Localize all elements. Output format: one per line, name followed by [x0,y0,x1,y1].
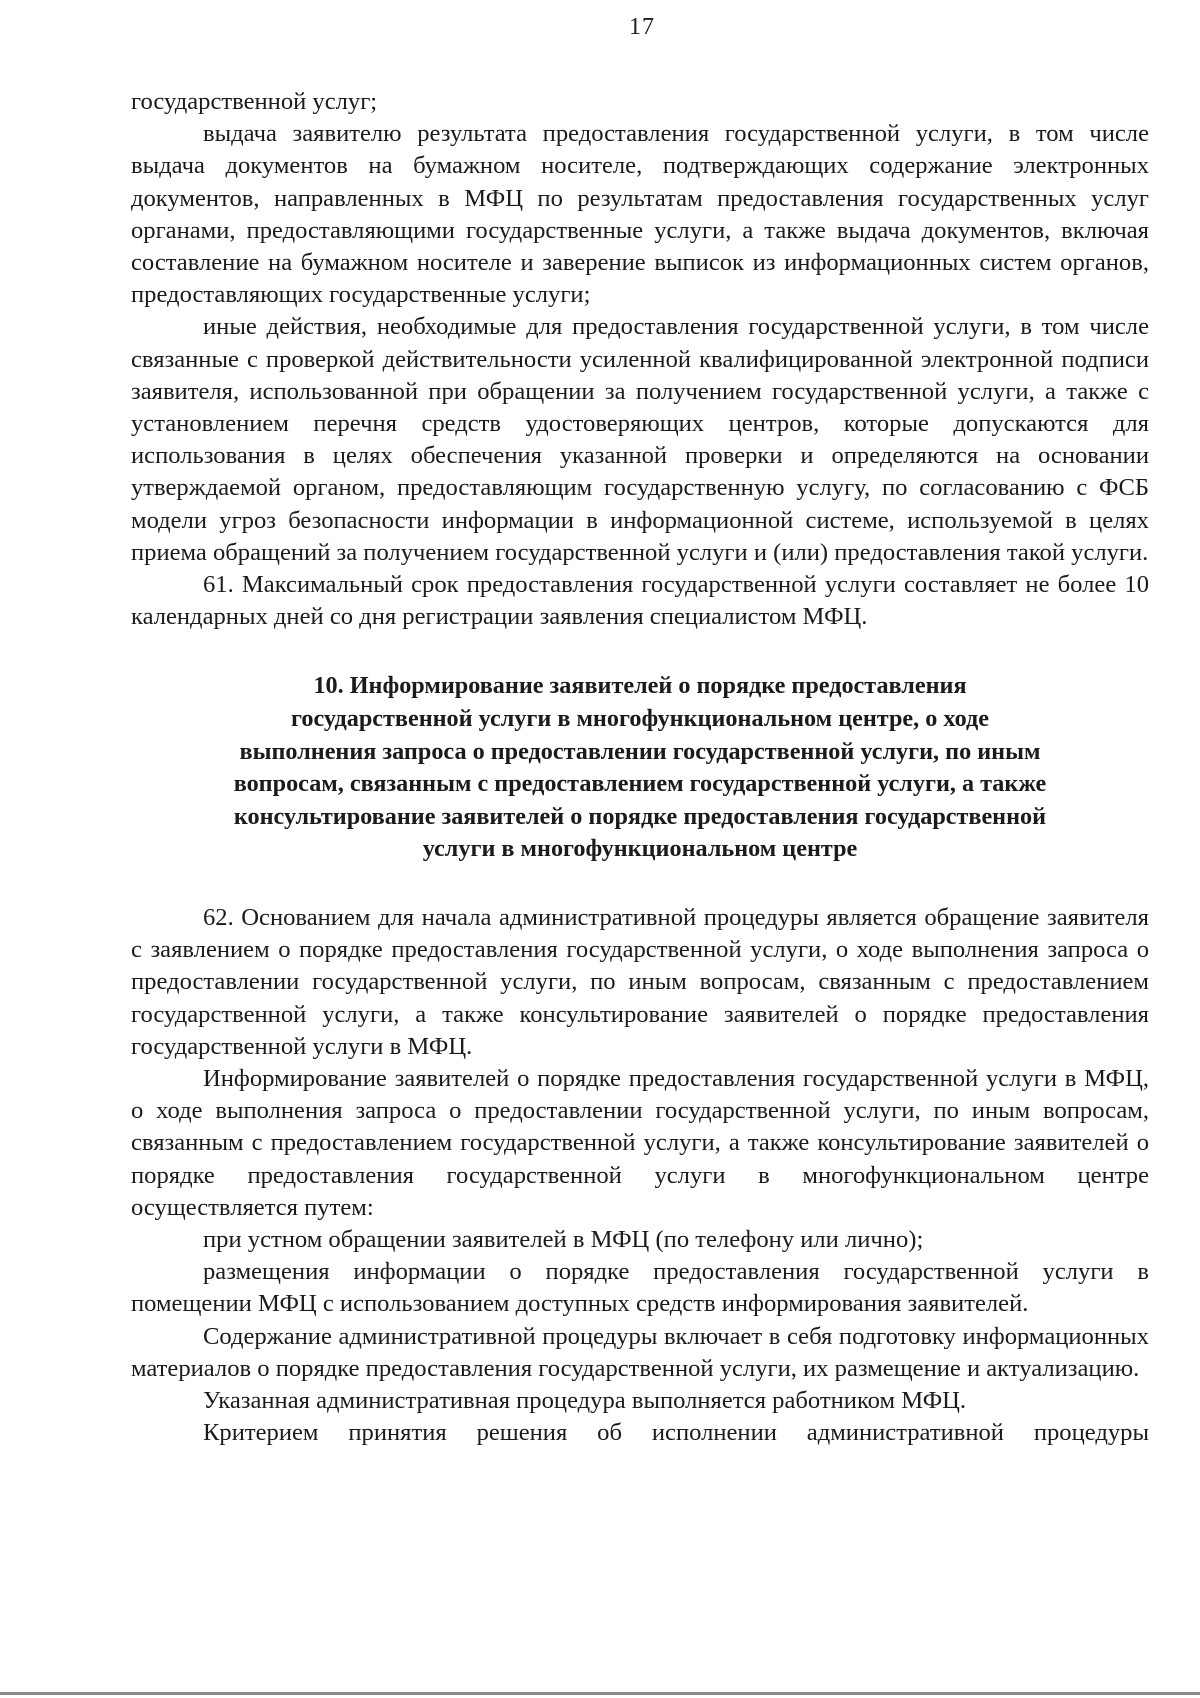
paragraph: иные действия, необходимые для предоставления государственной услуги, в том числе связанные с проверкой действительности усиленной квалифицированной электронной подписи заявителя, использованной при обращении за получением государственной услуги, а также с установлением перечня средств удостоверяющих центров, которые допускаются для использования в целях обеспечения указанной проверки и определяются на основании утверждаемой органом, предоставляющим государственную услугу, по согласованию с ФСБ модели угроз безопасности информации в информационной системе, используемой в целях приема обращений за получением государственной услуги и (или) предоставления такой услуги. [131,313,1149,566]
paragraph: выдача заявителю результата предоставления государственной услуги, в том числе выдача документов на бумажном носителе, подтверждающих содержание электронных документов, направленных в МФЦ по результатам предоставления государственных услуг органами, предоставляющими государственные услуги, а также выдача документов, включая составление на бумажном носителе и заверение выписок из информационных систем органов, предоставляющих государственные услуги; [131,120,1149,309]
paragraph: при устном обращении заявителей в МФЦ (по телефону или лично); [203,1226,924,1254]
heading-line: 10. Информирование заявителей о порядке предоставления [313,672,967,700]
paragraphs-after-heading [131,902,1149,1449]
paragraph: Содержание административной процедуры включает в себя подготовку информационных материалов о порядке предоставления государственной услуги, их размещение и актуализацию. [131,1322,1149,1382]
heading-line: вопросам, связанным с предоставлением государственной услуги, а также [233,770,1047,798]
paragraph: государственной услуг; [131,88,378,115]
document-body [131,86,1149,1449]
heading-line: государственной услуги в многофункциональном центре, о ходе [291,705,989,733]
paragraph: Указанная административная процедура выполняется работником МФЦ. [203,1387,967,1415]
paragraph: 61. Максимальный срок предоставления государственной услуги составляет не более 10 календарных дней со дня регистрации заявления специалистом МФЦ. [131,571,1149,631]
paragraphs-before-heading [131,86,1149,633]
heading-line: консультирование заявителей о порядке предоставления государственной [233,802,1047,830]
section-heading [131,670,1149,866]
paragraph: Критерием принятия решения об исполнении административной процедуры [203,1419,1149,1447]
heading-line: выполнения запроса о предоставлении государственной услуги, по иным [239,737,1041,765]
paragraph: Информирование заявителей о порядке предоставления государственной услуги в МФЦ, о ходе выполнения запроса о предоставлении государственной услуги, по иным вопросам, связанным с предоставлением государственной услуги, а также консультирование заявителей о порядке предоставления государственной услуги в многофункциональном центре осуществляется путем: [131,1065,1149,1221]
page-number: 17 [629,14,655,40]
paragraph: 62. Основанием для начала административной процедуры является обращение заявителя с заявлением о порядке предоставления государственной услуги, о ходе выполнения запроса о предоставлении государственной услуги, по иным вопросам, связанным с предоставлением государственной услуги, а также консультирование заявителей о порядке предоставления государственной услуги в МФЦ. [131,904,1149,1060]
page-bottom-edge [0,1692,1200,1695]
heading-line: услуги в многофункциональном центре [422,835,858,863]
paragraph: размещения информации о порядке предоставления государственной услуги в помещении МФЦ с использованием доступных средств информирования заявителей. [131,1258,1149,1318]
